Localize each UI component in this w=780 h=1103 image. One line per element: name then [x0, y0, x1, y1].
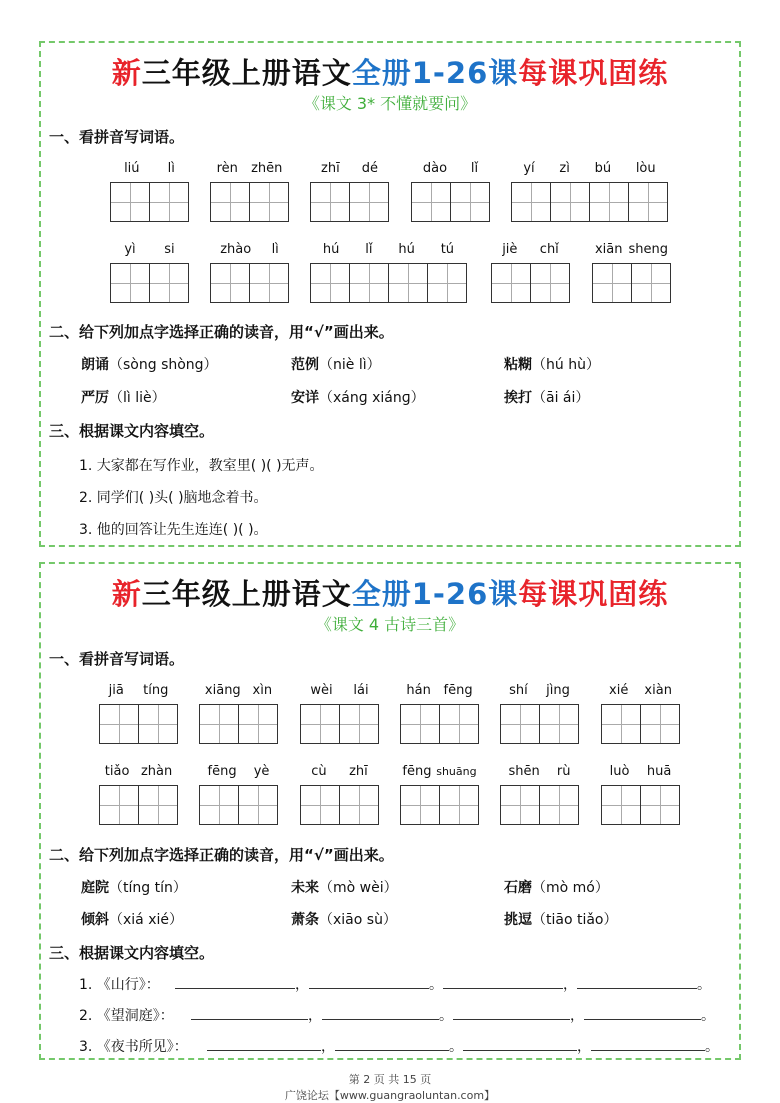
- answer-blank[interactable]: [335, 1036, 449, 1051]
- option-pinyin-choices: （xánɡ xiánɡ）: [319, 390, 425, 406]
- pinyin-syllable: lì: [167, 161, 175, 176]
- pinyin-word-1: [99, 763, 178, 825]
- pinyin-syllable: dào: [422, 161, 448, 176]
- tianzige-cell[interactable]: [310, 182, 350, 222]
- pinyin-word-1: [99, 682, 178, 744]
- pinyin-syllable: xìn: [252, 683, 273, 698]
- punctuation: ，: [308, 1008, 322, 1024]
- tianzige-cell[interactable]: [199, 704, 239, 744]
- punctuation: ，: [295, 977, 309, 993]
- writing-grid: [199, 704, 278, 744]
- pronunciation-option[interactable]: [291, 387, 425, 407]
- poem-title-label: 3. 《夜书所见》：: [79, 1039, 188, 1055]
- pinyin-labels: [400, 682, 479, 700]
- poem-fill-item: [79, 1005, 715, 1025]
- heading-pronunciation: 二、给下列加点字选择正确的读音，用“√”画出来。: [49, 323, 394, 341]
- exercise-section-lesson-4: [39, 562, 741, 1060]
- section-title: [41, 572, 739, 613]
- pinyin-syllable: zì: [559, 161, 570, 176]
- option-pinyin-choices: （lì liè）: [109, 390, 166, 406]
- title-part-practice: 每课巩固练: [518, 577, 669, 611]
- writing-grid: [110, 182, 189, 222]
- tianzige-cell[interactable]: [450, 182, 490, 222]
- pinyin-labels: [210, 241, 289, 259]
- pinyin-word-5: [500, 763, 579, 825]
- pinyin-syllable: lái: [353, 683, 369, 698]
- tianzige-cell[interactable]: [640, 704, 680, 744]
- option-pinyin-choices: （mò mó）: [532, 880, 609, 896]
- writing-grid: [400, 785, 479, 825]
- tianzige-cell[interactable]: [601, 785, 641, 825]
- tianzige-cell[interactable]: [511, 182, 551, 222]
- option-word: 石磨: [504, 880, 532, 896]
- answer-blank[interactable]: [191, 1005, 308, 1020]
- pinyin-syllable: xiān: [594, 242, 623, 257]
- exercise-section-lesson-3: [39, 41, 741, 547]
- pinyin-labels: [511, 160, 668, 178]
- writing-grid: [300, 785, 379, 825]
- writing-grid: [601, 785, 680, 825]
- pinyin-syllable: fēng: [207, 764, 237, 779]
- pronunciation-option[interactable]: [81, 387, 166, 407]
- pinyin-syllable: wèi: [310, 683, 333, 698]
- option-word: 倾斜: [81, 912, 109, 928]
- option-word: 萧条: [291, 912, 319, 928]
- writing-grid: [110, 263, 189, 303]
- punctuation: 。: [701, 1008, 715, 1024]
- option-word: 安详: [291, 390, 319, 406]
- pinyin-word-1: [110, 241, 189, 303]
- pinyin-syllable: shuāng: [436, 765, 477, 778]
- tianzige-cell[interactable]: [238, 785, 278, 825]
- pinyin-syllable: lǐ: [470, 161, 479, 176]
- writing-grid: [210, 182, 289, 222]
- pinyin-labels: [491, 241, 570, 259]
- pronunciation-option[interactable]: [504, 877, 609, 897]
- answer-blank[interactable]: [207, 1036, 321, 1051]
- pinyin-syllable: dé: [361, 161, 378, 176]
- pinyin-word-3: [310, 160, 389, 222]
- pinyin-syllable: tú: [440, 242, 455, 257]
- pinyin-syllable: tiǎo: [104, 764, 130, 779]
- pinyin-word-6: [601, 682, 680, 744]
- punctuation: ，: [563, 977, 577, 993]
- punctuation: ，: [577, 1039, 591, 1055]
- pronunciation-option[interactable]: [291, 909, 397, 929]
- pinyin-labels: [99, 763, 178, 781]
- pinyin-syllable: zhēn: [251, 161, 283, 176]
- tianzige-cell[interactable]: [631, 263, 671, 303]
- heading-fill-blanks: 三、根据课文内容填空。: [49, 422, 215, 440]
- pinyin-labels: [601, 763, 680, 781]
- tianzige-cell[interactable]: [491, 263, 531, 303]
- punctuation: 。: [449, 1039, 463, 1055]
- title-part-practice: 每课巩固练: [518, 56, 669, 90]
- tianzige-cell[interactable]: [339, 785, 379, 825]
- pinyin-syllable: huā: [646, 764, 672, 779]
- tianzige-cell[interactable]: [99, 704, 139, 744]
- option-word: 未来: [291, 880, 319, 896]
- tianzige-cell[interactable]: [439, 704, 479, 744]
- lesson-subtitle: 《课文 4 古诗三首》: [315, 615, 465, 634]
- answer-blank[interactable]: [584, 1005, 701, 1020]
- pinyin-word-5: [592, 241, 671, 303]
- pronunciation-option[interactable]: [291, 354, 381, 374]
- site-watermark: 广饶论坛【www.guangraoluntan.com】: [284, 1089, 496, 1102]
- answer-blank[interactable]: [577, 974, 697, 989]
- option-word: 挨打: [504, 390, 532, 406]
- option-word: 粘糊: [504, 357, 532, 373]
- punctuation: 。: [705, 1039, 719, 1055]
- tianzige-cell[interactable]: [99, 785, 139, 825]
- fill-item-1: 1. 大家都在写作业，教室里( )( )无声。: [79, 458, 324, 474]
- pinyin-labels: [411, 160, 490, 178]
- tianzige-cell[interactable]: [249, 182, 289, 222]
- tianzige-cell[interactable]: [439, 785, 479, 825]
- answer-blank[interactable]: [591, 1036, 705, 1051]
- pinyin-syllable: rèn: [216, 161, 238, 176]
- pinyin-syllable: yí: [523, 161, 535, 176]
- answer-blank[interactable]: [309, 974, 429, 989]
- tianzige-cell[interactable]: [592, 263, 632, 303]
- option-pinyin-choices: （hú hù）: [532, 357, 600, 373]
- tianzige-cell[interactable]: [138, 704, 178, 744]
- option-pinyin-choices: （tiāo tiǎo）: [532, 912, 618, 928]
- pinyin-word-3: [300, 682, 379, 744]
- pinyin-syllable: lòu: [635, 161, 656, 176]
- pinyin-word-2: [210, 241, 289, 303]
- fill-item-2: 2. 同学们( )头( )脑地念着书。: [79, 490, 268, 506]
- writing-grid: [601, 704, 680, 744]
- heading-pinyin-writing: 一、看拼音写词语。: [49, 128, 185, 146]
- answer-blank[interactable]: [463, 1036, 577, 1051]
- punctuation: ，: [321, 1039, 335, 1055]
- tianzige-cell[interactable]: [210, 182, 250, 222]
- pinyin-labels: [110, 160, 189, 178]
- option-pinyin-choices: （tíng tín）: [109, 880, 187, 896]
- writing-grid: [310, 182, 389, 222]
- tianzige-cell[interactable]: [589, 182, 629, 222]
- writing-grid: [511, 182, 668, 222]
- pinyin-syllable: jiā: [108, 683, 124, 698]
- tianzige-cell[interactable]: [149, 263, 189, 303]
- tianzige-cell[interactable]: [249, 263, 289, 303]
- pinyin-syllable: hú: [322, 242, 340, 257]
- title-part-lessons: 全册1-26课: [351, 56, 519, 90]
- tianzige-cell[interactable]: [539, 785, 579, 825]
- title-part-lessons: 全册1-26课: [351, 577, 519, 611]
- pinyin-word-2: [199, 763, 278, 825]
- title-part-grade: 三年级上册语文: [141, 577, 352, 611]
- option-word: 严厉: [81, 390, 109, 406]
- pronunciation-option[interactable]: [504, 354, 600, 374]
- tianzige-cell[interactable]: [300, 785, 340, 825]
- pinyin-syllable: hú: [398, 242, 415, 257]
- pinyin-syllable: bú: [594, 161, 612, 176]
- pinyin-labels: [400, 763, 479, 781]
- pinyin-word-3: [300, 763, 379, 825]
- pinyin-word-2: [210, 160, 289, 222]
- pinyin-word-3: [310, 241, 467, 303]
- punctuation: 。: [697, 977, 711, 993]
- poem-fill-item: [79, 974, 711, 994]
- tianzige-cell[interactable]: [640, 785, 680, 825]
- tianzige-cell[interactable]: [601, 704, 641, 744]
- option-pinyin-choices: （niè lì）: [319, 357, 381, 373]
- pinyin-labels: [500, 763, 579, 781]
- pinyin-syllable: yì: [124, 242, 136, 257]
- pinyin-syllable: zhī: [349, 764, 368, 779]
- pinyin-syllable: zhī: [321, 161, 340, 176]
- pronunciation-option[interactable]: [291, 877, 398, 897]
- lesson-subtitle: 《课文 3* 不懂就要问》: [303, 94, 477, 113]
- pinyin-labels: [99, 682, 178, 700]
- pinyin-syllable: jiè: [502, 242, 518, 257]
- pinyin-labels: [300, 763, 379, 781]
- heading-pronunciation: 二、给下列加点字选择正确的读音，用“√”画出来。: [49, 846, 394, 864]
- pinyin-word-4: [400, 682, 479, 744]
- pinyin-syllable: lì: [271, 242, 279, 257]
- tianzige-cell[interactable]: [530, 263, 570, 303]
- pinyin-syllable: chǐ: [539, 242, 559, 257]
- pinyin-syllable: fēng: [443, 683, 473, 698]
- title-part-new: 新: [111, 56, 142, 90]
- option-word: 朗诵: [81, 357, 109, 373]
- option-pinyin-choices: （mò wèi）: [319, 880, 398, 896]
- pinyin-syllable: si: [164, 242, 175, 257]
- writing-grid: [411, 182, 490, 222]
- pinyin-syllable: sheng: [628, 242, 668, 257]
- tianzige-cell[interactable]: [149, 182, 189, 222]
- tianzige-cell[interactable]: [411, 182, 451, 222]
- writing-grid: [210, 263, 289, 303]
- tianzige-cell[interactable]: [349, 182, 389, 222]
- pinyin-syllable: yè: [253, 764, 270, 779]
- tianzige-cell[interactable]: [628, 182, 668, 222]
- pinyin-word-4: [411, 160, 490, 222]
- writing-grid: [592, 263, 671, 303]
- pinyin-syllable: shí: [509, 683, 528, 698]
- pinyin-syllable: xié: [609, 683, 629, 698]
- pronunciation-option[interactable]: [81, 877, 187, 897]
- pronunciation-option[interactable]: [504, 909, 618, 929]
- tianzige-cell[interactable]: [238, 704, 278, 744]
- option-pinyin-choices: （xiāo sù）: [319, 912, 397, 928]
- tianzige-cell[interactable]: [388, 263, 428, 303]
- pinyin-labels: [110, 241, 189, 259]
- heading-fill-blanks: 三、根据课文内容填空。: [49, 944, 215, 962]
- pinyin-syllable: zhào: [220, 242, 252, 257]
- pinyin-syllable: tíng: [143, 683, 169, 698]
- pinyin-syllable: shēn: [508, 764, 540, 779]
- writing-grid: [500, 785, 579, 825]
- pinyin-syllable: hán: [406, 683, 431, 698]
- writing-grid: [300, 704, 379, 744]
- pinyin-word-6: [601, 763, 680, 825]
- punctuation: 。: [439, 1008, 453, 1024]
- pinyin-labels: [199, 682, 278, 700]
- writing-grid: [500, 704, 579, 744]
- section-title: [41, 51, 739, 92]
- tianzige-cell[interactable]: [339, 704, 379, 744]
- pinyin-labels: [310, 241, 467, 259]
- pinyin-syllable: fēng: [402, 764, 432, 779]
- pinyin-word-2: [199, 682, 278, 744]
- answer-blank[interactable]: [443, 974, 563, 989]
- poem-fill-item: [79, 1036, 719, 1056]
- pinyin-labels: [592, 241, 671, 259]
- writing-grid: [99, 704, 178, 744]
- writing-grid: [400, 704, 479, 744]
- tianzige-cell[interactable]: [310, 263, 350, 303]
- pinyin-labels: [199, 763, 278, 781]
- title-part-grade: 三年级上册语文: [141, 56, 352, 90]
- pronunciation-option[interactable]: [504, 387, 589, 407]
- pinyin-syllable: xiāng: [204, 683, 241, 698]
- tianzige-cell[interactable]: [199, 785, 239, 825]
- pinyin-syllable: lǐ: [365, 242, 373, 257]
- writing-grid: [491, 263, 570, 303]
- pinyin-labels: [210, 160, 289, 178]
- writing-grid: [199, 785, 278, 825]
- tianzige-cell[interactable]: [110, 263, 150, 303]
- tianzige-cell[interactable]: [300, 704, 340, 744]
- punctuation: 。: [429, 977, 443, 993]
- answer-blank[interactable]: [322, 1005, 439, 1020]
- writing-grid: [310, 263, 467, 303]
- tianzige-cell[interactable]: [138, 785, 178, 825]
- pinyin-syllable: jìng: [546, 683, 570, 698]
- pinyin-word-4: [400, 763, 479, 825]
- answer-blank[interactable]: [453, 1005, 570, 1020]
- pinyin-syllable: xiàn: [644, 683, 672, 698]
- pinyin-labels: [500, 682, 579, 700]
- tianzige-cell[interactable]: [500, 785, 540, 825]
- pronunciation-option[interactable]: [81, 354, 218, 374]
- pinyin-syllable: zhàn: [140, 764, 173, 779]
- pinyin-syllable: rù: [556, 764, 571, 779]
- tianzige-cell[interactable]: [550, 182, 590, 222]
- tianzige-cell[interactable]: [210, 263, 250, 303]
- punctuation: ，: [570, 1008, 584, 1024]
- tianzige-cell[interactable]: [110, 182, 150, 222]
- pinyin-word-5: [500, 682, 579, 744]
- tianzige-cell[interactable]: [400, 785, 440, 825]
- poem-title-label: 2. 《望洞庭》：: [79, 1008, 174, 1024]
- title-part-new: 新: [111, 577, 142, 611]
- pinyin-word-1: [110, 160, 189, 222]
- writing-grid: [99, 785, 178, 825]
- tianzige-cell[interactable]: [539, 704, 579, 744]
- pinyin-word-4: [491, 241, 570, 303]
- tianzige-cell[interactable]: [349, 263, 389, 303]
- tianzige-cell[interactable]: [400, 704, 440, 744]
- page-number: 第 2 页 共 15 页: [348, 1073, 432, 1086]
- heading-pinyin-writing: 一、看拼音写词语。: [49, 650, 185, 668]
- pinyin-syllable: luò: [609, 764, 630, 779]
- option-pinyin-choices: （āi ái）: [532, 390, 590, 406]
- option-word: 范例: [291, 357, 319, 373]
- fill-item-3: 3. 他的回答让先生连连( )( )。: [79, 522, 268, 538]
- pinyin-labels: [300, 682, 379, 700]
- option-word: 挑逗: [504, 912, 532, 928]
- option-pinyin-choices: （xiá xié）: [109, 912, 183, 928]
- pinyin-syllable: liú: [124, 161, 140, 176]
- option-pinyin-choices: （sòng shòng）: [109, 357, 218, 373]
- pronunciation-option[interactable]: [81, 909, 183, 929]
- option-word: 庭院: [81, 880, 109, 896]
- pinyin-syllable: cù: [311, 764, 327, 779]
- pinyin-labels: [601, 682, 680, 700]
- poem-title-label: 1. 《山行》：: [79, 977, 160, 993]
- pinyin-labels: [310, 160, 389, 178]
- tianzige-cell[interactable]: [427, 263, 467, 303]
- pinyin-word-5: [511, 160, 668, 222]
- answer-blank[interactable]: [175, 974, 295, 989]
- tianzige-cell[interactable]: [500, 704, 540, 744]
